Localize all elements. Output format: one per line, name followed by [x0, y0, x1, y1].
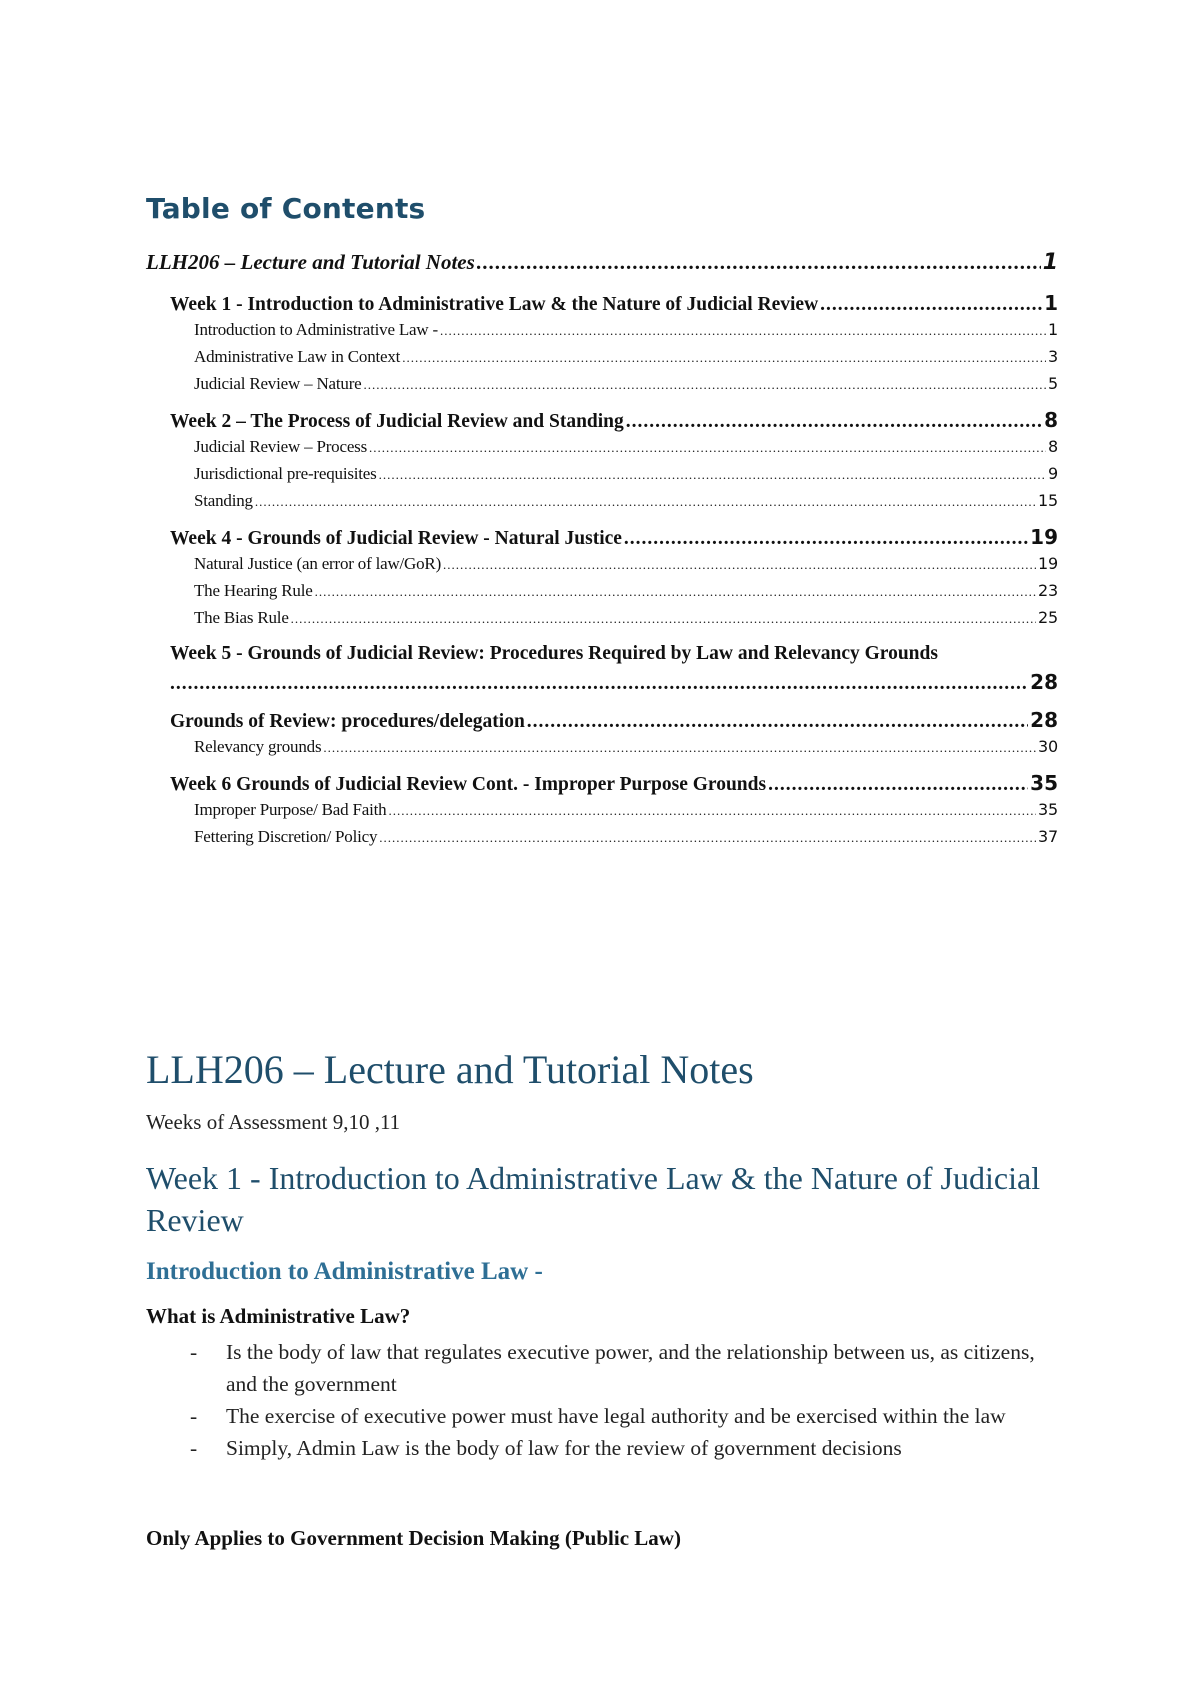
- bullet-dash: -: [190, 1436, 198, 1460]
- toc-entry-page: 8: [1048, 437, 1058, 456]
- toc-entry-grounds-of-review[interactable]: [146, 707, 1058, 733]
- toc-subentry[interactable]: [146, 796, 1058, 823]
- toc-subentry[interactable]: [146, 604, 1058, 631]
- toc-subentry[interactable]: [146, 433, 1058, 460]
- toc-subentry[interactable]: [146, 370, 1058, 397]
- toc-leader: [364, 371, 1047, 398]
- toc-leader: [369, 434, 1046, 461]
- toc-entry-title: Judicial Review – Nature: [194, 374, 362, 393]
- toc-entry-week-1[interactable]: [146, 290, 1058, 316]
- toc-leader: [291, 605, 1036, 632]
- toc-entry-week-6[interactable]: [146, 770, 1058, 796]
- list-item-text: Simply, Admin Law is the body of law for the review of government decisions: [226, 1436, 902, 1460]
- subheading: Only Applies to Government Decision Making (Public Law): [146, 1526, 681, 1550]
- toc-entry-page: 19: [1038, 554, 1058, 573]
- toc-entry-title: Week 2 – The Process of Judicial Review and Standing: [170, 411, 624, 432]
- toc-leader: [388, 797, 1036, 824]
- toc-entry-week-5-title[interactable]: Week 5 - Grounds of Judicial Review: Procedures Required by Law and Relevancy Grounds: [170, 643, 938, 664]
- table-of-contents: [146, 244, 1058, 850]
- toc-leader: [402, 344, 1046, 371]
- toc-entry-week-2[interactable]: [146, 407, 1058, 433]
- toc-leader: [768, 772, 1028, 798]
- toc-entry-page: 1: [1042, 250, 1058, 275]
- toc-subentry[interactable]: [146, 460, 1058, 487]
- list-item-text: Is the body of law that regulates executive power, and the relationship between us, as citizens, and the government: [226, 1340, 1035, 1396]
- toc-entry-week-4[interactable]: [146, 524, 1058, 550]
- toc-entry-page: 1: [1048, 320, 1058, 339]
- question-heading: What is Administrative Law?: [146, 1304, 411, 1328]
- toc-leader: [379, 461, 1046, 488]
- document-title: LLH206 – Lecture and Tutorial Notes: [146, 1047, 754, 1092]
- toc-entry-title: Improper Purpose/ Bad Faith: [194, 800, 387, 819]
- toc-leader: [440, 317, 1046, 344]
- toc-subentry[interactable]: [146, 343, 1058, 370]
- toc-entry-document[interactable]: [146, 244, 1058, 280]
- week-1-heading: Week 1 - Introduction to Administrative Law & the Nature of Judicial Review: [146, 1160, 1041, 1238]
- toc-subentry[interactable]: [146, 577, 1058, 604]
- toc-entry-page: 35: [1038, 800, 1058, 819]
- toc-entry-page: 15: [1038, 491, 1058, 510]
- list-item: [146, 1432, 1058, 1464]
- toc-entry-title: Week 6 Grounds of Judicial Review Cont. - Improper Purpose Grounds: [170, 774, 767, 795]
- toc-entry-title: Week 1 - Introduction to Administrative Law & the Nature of Judicial Review: [170, 294, 819, 315]
- toc-leader: [820, 292, 1042, 318]
- toc-entry-page: 30: [1038, 737, 1058, 756]
- toc-heading: Table of Contents: [146, 192, 426, 225]
- toc-entry-title: The Bias Rule: [194, 608, 289, 627]
- section-heading: Introduction to Administrative Law -: [146, 1258, 543, 1285]
- toc-leader: [624, 526, 1028, 552]
- list-item: [146, 1400, 1058, 1432]
- toc-leader: [443, 551, 1036, 578]
- toc-leader: [626, 409, 1042, 435]
- toc-entry-page: 9: [1048, 464, 1058, 483]
- list-item: [146, 1336, 1058, 1400]
- bullet-dash: -: [190, 1340, 198, 1364]
- toc-entry-page: 3: [1048, 347, 1058, 366]
- toc-entry-title: Standing: [194, 491, 253, 510]
- toc-leader: [315, 578, 1036, 605]
- toc-leader: [477, 244, 1041, 280]
- toc-entry-title: Administrative Law in Context: [194, 347, 401, 366]
- toc-leader: [527, 709, 1028, 735]
- toc-subentry[interactable]: [146, 823, 1058, 850]
- toc-leader: [379, 824, 1036, 851]
- toc-subentry[interactable]: [146, 487, 1058, 514]
- toc-leader: [255, 488, 1036, 515]
- list-item-text: The exercise of executive power must have legal authority and be exercised within the law: [226, 1404, 1006, 1428]
- toc-entry-page: 5: [1048, 374, 1058, 393]
- toc-entry-page: 25: [1038, 608, 1058, 627]
- document-subtitle: Weeks of Assessment 9,10 ,11: [146, 1110, 401, 1134]
- bullet-list: [146, 1336, 1058, 1464]
- toc-entry-title: Fettering Discretion/ Policy: [194, 827, 378, 846]
- toc-entry-title: Grounds of Review: procedures/delegation: [170, 711, 525, 732]
- toc-entry-page: 28: [1030, 708, 1058, 732]
- toc-subentry[interactable]: [146, 316, 1058, 343]
- toc-entry-week-5[interactable]: [146, 667, 1058, 697]
- toc-leader: [323, 734, 1036, 761]
- bullet-dash: -: [190, 1404, 198, 1428]
- toc-entry-title: Judicial Review – Process: [194, 437, 367, 456]
- toc-entry-title: Natural Justice (an error of law/GoR): [194, 554, 442, 573]
- toc-entry-page: 1: [1044, 291, 1058, 315]
- toc-subentry[interactable]: [146, 550, 1058, 577]
- toc-entry-page: 28: [1030, 670, 1058, 694]
- toc-entry-title: Relevancy grounds: [194, 737, 322, 756]
- toc-subentry[interactable]: [146, 733, 1058, 760]
- toc-entry-title: Introduction to Administrative Law -: [194, 320, 438, 339]
- toc-entry-title: Week 4 - Grounds of Judicial Review - Natural Justice: [170, 528, 622, 549]
- toc-entry-page: 23: [1038, 581, 1058, 600]
- toc-leader: [170, 669, 1028, 699]
- toc-entry-title: LLH206 – Lecture and Tutorial Notes: [146, 250, 475, 274]
- toc-entry-page: 19: [1030, 525, 1058, 549]
- toc-entry-page: 8: [1044, 408, 1058, 432]
- toc-entry-page: 37: [1038, 827, 1058, 846]
- toc-entry-title: Jurisdictional pre-requisites: [194, 464, 377, 483]
- toc-entry-title: The Hearing Rule: [194, 581, 313, 600]
- toc-entry-page: 35: [1030, 771, 1058, 795]
